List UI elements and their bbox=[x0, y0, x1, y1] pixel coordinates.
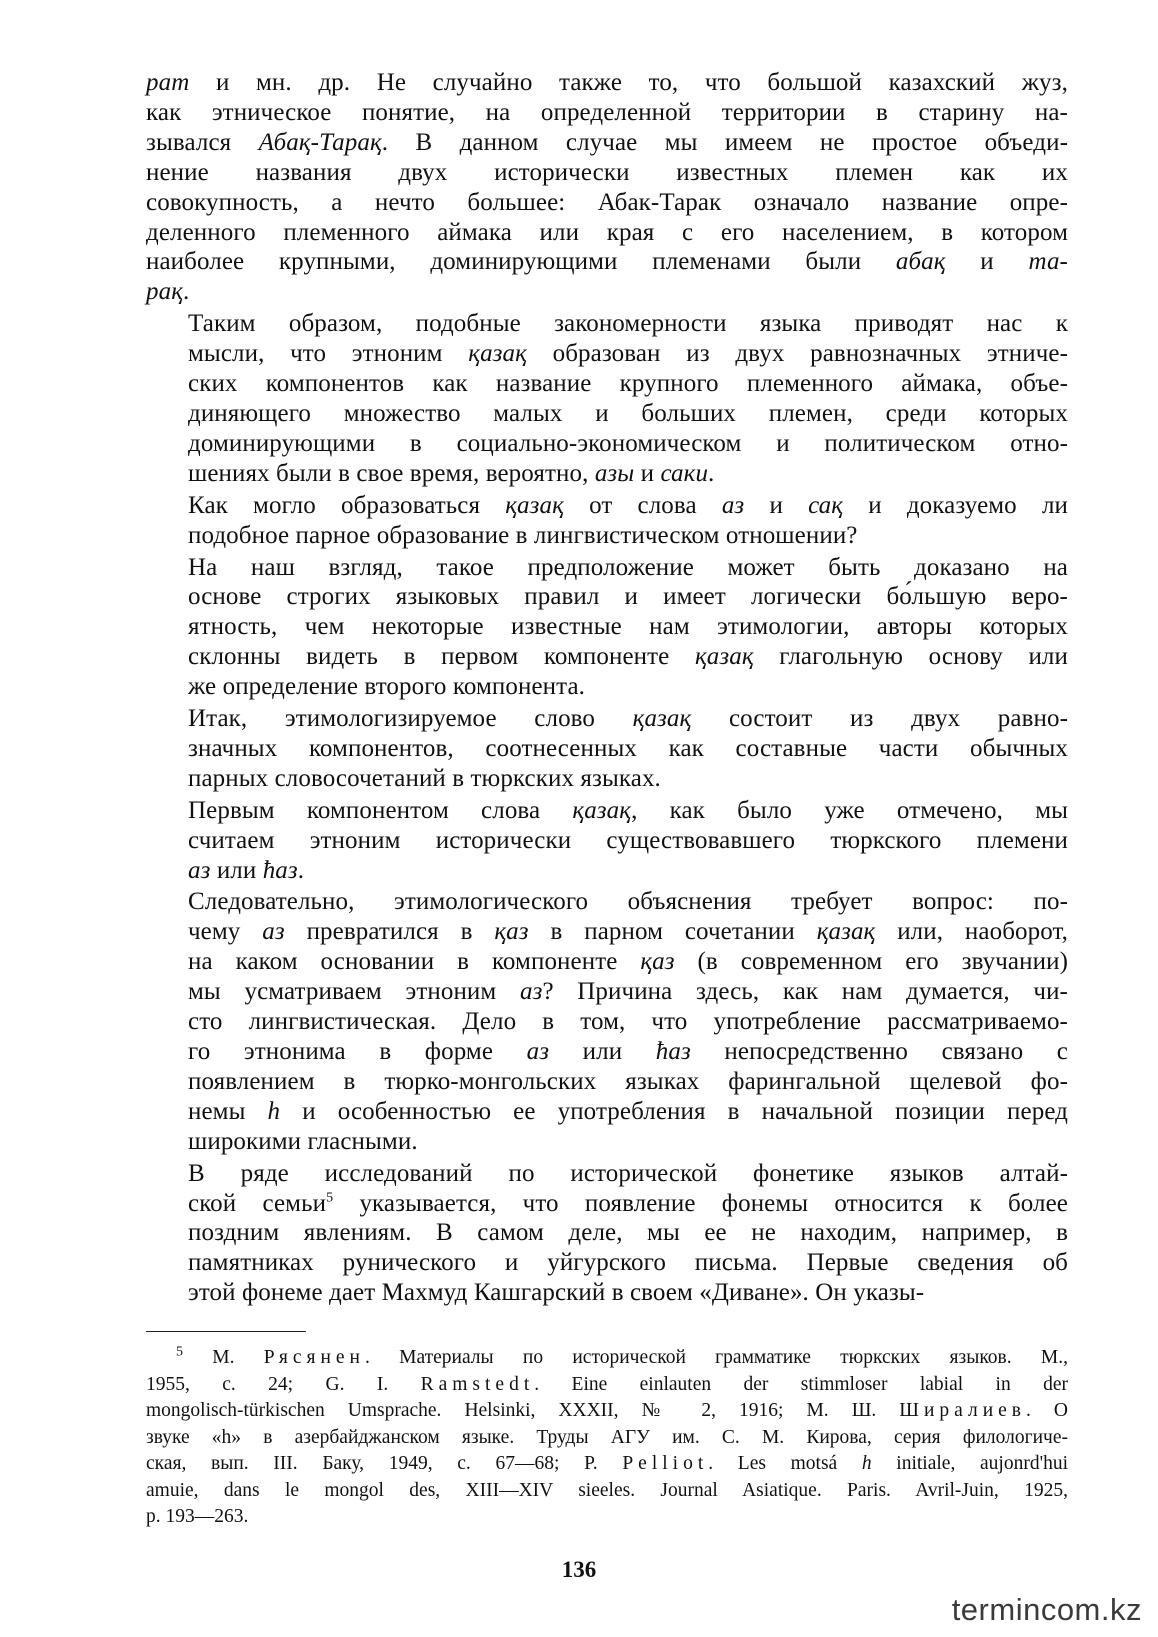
text-line bbox=[146, 734, 1068, 764]
text-run: зывался bbox=[146, 128, 259, 156]
text-run: . bbox=[183, 278, 190, 306]
text-run: наиболее крупными, доминирующими племенами были bbox=[146, 248, 896, 276]
italic-term: аз bbox=[721, 491, 745, 519]
italic-term: қаз bbox=[640, 948, 675, 976]
text-run: . В данном случае мы имеем не простое объеди- bbox=[381, 128, 1068, 156]
text-line bbox=[146, 672, 1068, 702]
footnote-line bbox=[146, 1451, 1068, 1478]
text-line bbox=[146, 1037, 1068, 1067]
text-line bbox=[146, 642, 1068, 672]
text-line bbox=[146, 856, 1068, 886]
text-run: парных словосочетаний в тюркских языках. bbox=[188, 764, 661, 792]
text-run: подобное парное образование в лингвистическом отношении? bbox=[188, 521, 858, 549]
text-line bbox=[146, 247, 1068, 277]
italic-term: рақ bbox=[146, 278, 183, 306]
text-line bbox=[146, 553, 1068, 583]
text-run: сто лингвистическая. Дело в том, что употребление рассматриваемо- bbox=[188, 1008, 1068, 1036]
text-line bbox=[146, 188, 1068, 218]
italic-term: аз bbox=[519, 978, 543, 1006]
text-run: Итак, этимологизируемое слово bbox=[188, 705, 633, 733]
footnote-line bbox=[146, 1345, 1068, 1372]
text-line bbox=[146, 977, 1068, 1007]
text-run: доминирующими в социально-экономическом и политическом отно- bbox=[188, 429, 1068, 457]
text-run: p. 193—263. bbox=[146, 1506, 249, 1527]
text-line bbox=[146, 98, 1068, 128]
text-run: чему bbox=[188, 918, 263, 946]
text-run: и bbox=[945, 248, 1029, 276]
paragraph bbox=[146, 309, 1068, 488]
text-line bbox=[146, 491, 1068, 521]
text-line bbox=[146, 612, 1068, 642]
text-line bbox=[146, 887, 1068, 917]
text-run: на каком основании в компоненте bbox=[188, 948, 641, 976]
text-run: (в современном его звучании) bbox=[674, 948, 1068, 976]
italic-term: рат bbox=[146, 69, 190, 96]
text-run: совокупность, а нечто большее: Абак-Тарак означало название опре- bbox=[146, 188, 1068, 216]
text-line bbox=[146, 917, 1068, 947]
text-run: мысли, что этноним bbox=[188, 340, 469, 368]
italic-term: аз bbox=[188, 856, 211, 884]
text-line bbox=[146, 158, 1068, 188]
text-run: широкими гласными. bbox=[188, 1127, 418, 1155]
text-run: мы усматриваем этноним bbox=[188, 978, 520, 1006]
text-line bbox=[146, 826, 1068, 856]
text-line bbox=[146, 339, 1068, 369]
italic-term: қазақ bbox=[632, 705, 692, 733]
text-line bbox=[146, 947, 1068, 977]
text-line bbox=[146, 796, 1068, 826]
footnote-line bbox=[146, 1372, 1068, 1399]
text-run: На наш взгляд, такое предположение может быть доказано на bbox=[188, 553, 1068, 581]
italic-term: қазақ bbox=[694, 643, 754, 671]
text-run: Таким образом, подобные закономерности языка приводят нас к bbox=[188, 310, 1068, 338]
text-line bbox=[146, 521, 1068, 551]
paragraph bbox=[146, 887, 1068, 1156]
footnote-line bbox=[146, 1478, 1068, 1505]
text-line bbox=[146, 218, 1068, 248]
paragraph bbox=[146, 491, 1068, 551]
italic-term: қазақ bbox=[468, 340, 527, 368]
text-line bbox=[146, 1067, 1068, 1097]
text-run: в парном сочетании bbox=[528, 918, 817, 946]
italic-term: қазақ bbox=[505, 491, 564, 519]
text-run: или bbox=[210, 856, 263, 884]
text-line bbox=[146, 369, 1068, 399]
text-run: глагольную основу или bbox=[753, 643, 1068, 671]
site-watermark: termincom.kz bbox=[951, 1592, 1142, 1627]
paragraph bbox=[146, 553, 1068, 703]
spaced-author-name: Ширалиев bbox=[899, 1400, 1026, 1421]
text-run: , как было уже отмечено, мы bbox=[631, 796, 1069, 824]
footnote-divider bbox=[146, 1331, 306, 1332]
text-line bbox=[146, 582, 1068, 612]
text-run: и доказуемо ли bbox=[843, 491, 1068, 519]
text-run: непосредственно связано с bbox=[690, 1038, 1069, 1065]
text-run: Следовательно, этимологического объяснения требует вопрос: по- bbox=[188, 888, 1068, 916]
italic-term: абақ bbox=[895, 248, 946, 276]
text-run: нение названия двух исторически известных племен как их bbox=[146, 158, 1068, 186]
text-line bbox=[146, 399, 1068, 429]
text-run: Первым компонентом слова bbox=[188, 796, 573, 824]
italic-term: аз bbox=[262, 918, 285, 946]
text-line bbox=[146, 1007, 1068, 1037]
spaced-author-name: Ramstedt bbox=[420, 1373, 535, 1395]
text-run: . bbox=[708, 459, 715, 487]
text-run: памятниках рунического и уйгурского письма. Первые сведения об bbox=[188, 1249, 1068, 1277]
spaced-author-name: Рясянен bbox=[263, 1347, 365, 1368]
italic-term: ħаз bbox=[655, 1038, 691, 1065]
text-line bbox=[146, 429, 1068, 459]
text-run: ятность, чем некоторые известные нам этимологии, авторы которых bbox=[188, 613, 1068, 641]
text-run: появлением в тюрко-монгольских языках фарингальной щелевой фо- bbox=[188, 1067, 1068, 1095]
text-run: считаем этноним исторически существовавшего тюркского племени bbox=[188, 826, 1068, 854]
spaced-author-name: Pelliot bbox=[622, 1453, 709, 1474]
text-run: В ряде исследований по исторической фонетике языков алтай- bbox=[188, 1159, 1068, 1187]
text-run: шениях были в свое время, вероятно, bbox=[188, 459, 595, 487]
text-run: или bbox=[549, 1038, 656, 1065]
text-run: amuie, dans le mongol des, XIII—XIV sieeles. Journal Asiatique. Paris. Avril-Juin, 1925, bbox=[146, 1479, 1068, 1501]
paragraph bbox=[146, 796, 1068, 886]
text-run: деленного племенного аймака или края с его населением, в котором bbox=[146, 218, 1068, 246]
text-run: образован из двух равнозначных этниче- bbox=[526, 340, 1069, 368]
text-run: склонны видеть в первом компоненте bbox=[188, 643, 695, 671]
text-run: . Материалы по исторической грамматике тюркских языков. М., bbox=[364, 1347, 1068, 1368]
text-run: initiale, aujonrd'hui bbox=[871, 1453, 1068, 1474]
text-line bbox=[146, 309, 1068, 339]
text-run: . Eine einlauten der stimmloser labial in der bbox=[534, 1373, 1068, 1395]
footnote-line bbox=[146, 1425, 1068, 1452]
text-run: ской семьи bbox=[188, 1189, 327, 1217]
text-line bbox=[146, 277, 1068, 307]
text-line bbox=[146, 1218, 1068, 1248]
italic-term: қазақ bbox=[816, 918, 876, 946]
text-line bbox=[146, 1127, 1068, 1157]
text-line bbox=[146, 1278, 1068, 1308]
paragraph bbox=[146, 1159, 1068, 1309]
paragraph bbox=[146, 68, 1068, 307]
italic-term: Абақ-Тарақ bbox=[258, 128, 382, 156]
footnote-line bbox=[146, 1504, 1068, 1531]
text-line bbox=[146, 704, 1068, 734]
text-run: этой фонеме дает Махмуд Кашгарский в своем «Диване». Он указы- bbox=[188, 1279, 925, 1307]
text-line bbox=[146, 1248, 1068, 1278]
text-line bbox=[146, 68, 1068, 98]
text-run: Как могло образоваться bbox=[188, 491, 506, 519]
footnote-marker: 5 bbox=[326, 1190, 334, 1206]
text-run: 1955, с. 24; G. I. bbox=[146, 1373, 421, 1395]
text-line bbox=[146, 459, 1068, 489]
italic-term: азы bbox=[594, 459, 635, 487]
text-run: звуке «h» в азербайджанском языке. Труды АГУ им. С. М. Кирова, серия филологиче- bbox=[146, 1426, 1068, 1448]
text-run: и особенностью ее употребления в начальной позиции перед bbox=[280, 1097, 1069, 1125]
footnote-line bbox=[146, 1398, 1068, 1425]
italic-term: h bbox=[267, 1097, 281, 1125]
italic-term: сақ bbox=[808, 491, 844, 519]
text-run: немы bbox=[188, 1097, 268, 1125]
footnote bbox=[146, 1345, 1068, 1531]
text-run: ? Причина здесь, как нам думается, чи- bbox=[542, 978, 1068, 1006]
text-run: основе строгих языковых правил и имеет логически бо́льшую веро- bbox=[188, 583, 1068, 611]
text-run: от слова bbox=[563, 491, 722, 519]
italic-term: аз bbox=[526, 1038, 550, 1065]
page-number: 136 bbox=[561, 1557, 597, 1582]
footnote-marker: 5 bbox=[176, 1344, 183, 1360]
text-run: . Les motsá bbox=[708, 1453, 862, 1474]
text-run: или, наоборот, bbox=[875, 918, 1068, 946]
text-run: mongolisch-türkischen Umsprache. Helsinki, XXXII, № 2, 1916; М. Ш. bbox=[146, 1400, 900, 1421]
text-run: и мн. др. Не случайно также то, что большой казахский жуз, bbox=[189, 69, 1068, 96]
text-run: ская, вып. III. Баку, 1949, с. 67—68; P. bbox=[146, 1453, 623, 1474]
text-run: и bbox=[634, 459, 661, 487]
text-run: значных компонентов, соотнесенных как составные части обычных bbox=[188, 734, 1068, 762]
text-run: как этническое понятие, на определенной территории в старину на- bbox=[146, 98, 1068, 126]
text-run: указывается, что появление фонемы относится к более bbox=[333, 1189, 1069, 1217]
text-run: ских компонентов как название крупного племенного аймака, объе- bbox=[188, 370, 1068, 398]
text-run: состоит из двух равно- bbox=[691, 705, 1069, 733]
page-body bbox=[146, 68, 1068, 1308]
text-run: . bbox=[297, 856, 305, 884]
italic-term: қазақ bbox=[572, 796, 632, 824]
italic-term: h bbox=[861, 1453, 872, 1474]
text-run: превратился в bbox=[284, 918, 495, 946]
italic-term: қаз bbox=[494, 918, 529, 946]
italic-term: ħаз bbox=[262, 856, 298, 884]
text-line bbox=[146, 1189, 1068, 1219]
text-run: го этнонима в форме bbox=[188, 1038, 527, 1065]
text-line bbox=[146, 1159, 1068, 1189]
text-run: . О bbox=[1026, 1400, 1068, 1421]
text-run: же определение второго компонента. bbox=[188, 673, 586, 701]
text-line bbox=[146, 1097, 1068, 1127]
text-run: и bbox=[744, 491, 809, 519]
italic-term: та- bbox=[1028, 248, 1068, 276]
text-run: поздним явлениям. В самом деле, мы ее не находим, например, в bbox=[188, 1219, 1068, 1247]
paragraph bbox=[146, 704, 1068, 794]
text-line bbox=[146, 128, 1068, 158]
italic-term: саки bbox=[660, 459, 709, 487]
text-run: М. bbox=[183, 1347, 264, 1368]
text-line bbox=[146, 764, 1068, 794]
text-run: диняющего множество малых и больших племен, среди которых bbox=[188, 399, 1068, 427]
